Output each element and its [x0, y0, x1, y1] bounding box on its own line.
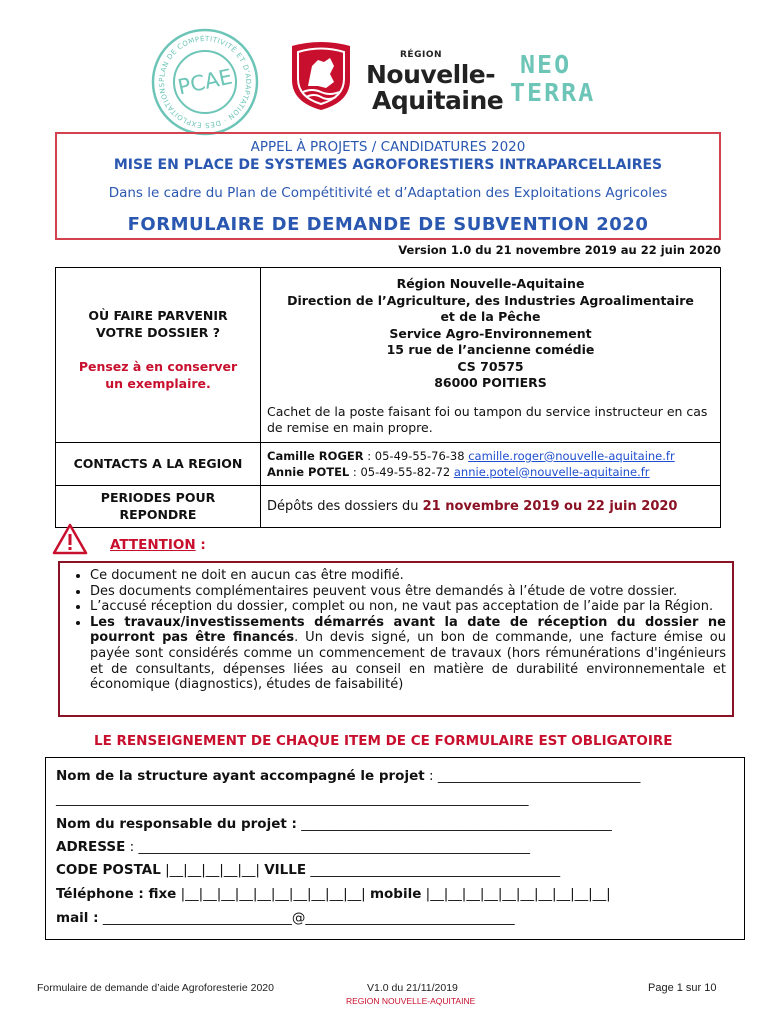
attention-item	[90, 615, 726, 693]
attention-item-bold: Les travaux/investissements démarrés avant la date de réception du dossier ne pourront pas être financés	[90, 614, 726, 646]
structure-field-line2[interactable]: ______________________________________________________________________	[56, 791, 529, 807]
mail-label: mail :	[56, 910, 99, 926]
periods-cell	[261, 485, 721, 527]
header-box	[55, 132, 721, 240]
program-context: Dans le cadre du Plan de Compétitivité et d’Adaptation des Exploitations Agricoles	[108, 185, 668, 201]
footer-page-number: Page 1 sur 10	[648, 982, 717, 994]
keep-copy-note: Pensez à en conserver un exemplaire.	[78, 359, 238, 391]
cp-label: CODE POSTAL	[56, 862, 161, 878]
structure-separator: :	[424, 768, 438, 784]
address-line: et de la Pêche	[440, 309, 541, 324]
contacts-cell	[261, 442, 721, 485]
periods-prefix: Dépôts des dossiers du	[267, 498, 423, 514]
tel-field[interactable]: |__|__|__|__|__|__|__|__|__|__|	[176, 886, 370, 902]
responsable-label: Nom du responsable du projet :	[56, 816, 297, 832]
attention-suffix: :	[195, 537, 206, 553]
pcae-ring-text: PLAN DE COMPÉTITIVITÉ ET D'ADAPTATION · DES EXPLOITATIONS	[157, 34, 253, 130]
contact-email-link[interactable]: camille.roger@nouvelle-aquitaine.fr	[468, 448, 675, 463]
address-line: CS 70575	[457, 358, 524, 374]
contacts-label: CONTACTS A LA REGION	[56, 442, 261, 485]
attention-item: • Ce document ne doit en aucun cas être modifié.	[90, 568, 726, 584]
contact-name: Camille ROGER	[267, 448, 364, 463]
applicant-form	[45, 757, 745, 940]
where-to-send-label: OÙ FAIRE PARVENIR VOTRE DOSSIER ?	[88, 308, 228, 340]
cp-ville-row	[56, 862, 560, 878]
mobile-label: mobile	[369, 886, 422, 902]
contact-separator: :	[363, 448, 375, 463]
address-line: Région Nouvelle-Aquitaine	[396, 276, 585, 291]
postmark-note: Cachet de la poste faisant foi ou tampon du service instructeur en cas de remise en main propre.	[267, 403, 708, 435]
adresse-field[interactable]: : __________________________________________________________	[125, 839, 530, 855]
region-nouvelle-aquitaine-logo	[288, 40, 504, 115]
adresse-row	[56, 839, 530, 855]
telephone-row	[56, 886, 611, 902]
region-shield-icon	[288, 40, 354, 112]
call-for-projects: APPEL À PROJETS / CANDIDATURES 2020	[250, 139, 526, 155]
attention-item-rest: . Un devis signé, un bon de commande, une facture émise ou payée sont considérés comme un commencement de travaux (hors rémunérations d'ingénieurs et de consultants, dépenses liées au conseil en matière de durabilité environnementale et économique (diagnostics), études de faisabilité)	[90, 630, 726, 693]
neoterra-line2: TERRA	[510, 78, 596, 107]
responsable-field[interactable]: ______________________________________________	[296, 816, 612, 832]
footer-document-name: Formulaire de demande d’aide Agroforesterie 2020	[37, 982, 274, 994]
mail-row	[56, 910, 515, 926]
attention-label: ATTENTION	[110, 537, 196, 553]
structure-row	[56, 768, 640, 784]
address-line: Direction de l’Agriculture, des Industries Agroalimentaire	[287, 292, 694, 308]
version-line: Version 1.0 du 21 novembre 2019 au 22 juin 2020	[398, 243, 721, 257]
attention-box	[58, 561, 734, 717]
mandatory-notice: LE RENSEIGNEMENT DE CHAQUE ITEM DE CE FORMULAIRE EST OBLIGATOIRE	[94, 733, 673, 749]
contact-row	[267, 464, 714, 480]
contact-row	[267, 448, 714, 464]
address-line: Service Agro-Environnement	[389, 325, 592, 341]
address-block	[261, 268, 720, 392]
tel-label: Téléphone : fixe	[56, 886, 177, 902]
structure-row-continued	[56, 791, 529, 807]
structure-field[interactable]: ______________________________	[437, 768, 641, 784]
attention-list	[60, 568, 726, 693]
info-table	[55, 267, 721, 528]
mobile-field[interactable]: |__|__|__|__|__|__|__|__|__|__|	[421, 886, 611, 902]
contact-separator: :	[349, 464, 361, 479]
footer-version: V1.0 du 21/11/2019	[367, 982, 458, 994]
pcae-center-text: PCAE	[175, 64, 235, 100]
contact-email-link[interactable]: annie.potel@nouvelle-aquitaine.fr	[453, 464, 650, 479]
footer-region: REGION NOUVELLE-AQUITAINE	[346, 996, 476, 1006]
region-small-label: RÉGION	[400, 50, 442, 60]
periods-dates: 21 novembre 2019 ou 22 juin 2020	[422, 498, 678, 514]
adresse-label: ADRESSE	[56, 839, 126, 855]
pcae-logo	[150, 27, 260, 137]
address-line: 86000 POITIERS	[434, 375, 547, 390]
region-name-line2: Aquitaine	[372, 86, 504, 115]
mail-field[interactable]: ____________________________@_______________________________	[98, 910, 515, 926]
periods-label: PERIODES POUR REPONDRE	[56, 485, 261, 527]
contact-name: Annie POTEL	[267, 464, 350, 479]
responsable-row	[56, 816, 612, 832]
neoterra-line1: NEO	[520, 50, 572, 79]
contact-phone: 05-49-55-76-38	[374, 448, 465, 463]
neoterra-logo	[496, 40, 606, 120]
attention-heading	[110, 537, 206, 553]
form-title: FORMULAIRE DE DEMANDE DE SUBVENTION 2020	[127, 214, 649, 235]
contact-phone: 05-49-55-82-72	[360, 464, 451, 479]
address-cell	[261, 268, 721, 443]
cp-field[interactable]: |__|__|__|__|__|	[160, 862, 265, 878]
attention-item: • Des documents complémentaires peuvent vous être demandés à l’étude de votre dossier.	[90, 584, 726, 600]
program-title: MISE EN PLACE DE SYSTEMES AGROFORESTIERS INTRAPARCELLAIRES	[113, 157, 663, 173]
where-to-send-cell	[56, 268, 261, 443]
structure-label: Nom de la structure ayant accompagné le projet	[56, 768, 425, 784]
warning-icon	[52, 523, 88, 555]
address-line: 15 rue de l’ancienne comédie	[386, 342, 595, 357]
region-name-line1: Nouvelle-	[366, 60, 496, 89]
ville-label: VILLE	[264, 862, 307, 878]
ville-field[interactable]: _____________________________________	[306, 862, 561, 878]
attention-item: • L’accusé réception du dossier, complet ou non, ne vaut pas acceptation de l’aide par la Région.	[90, 599, 726, 615]
